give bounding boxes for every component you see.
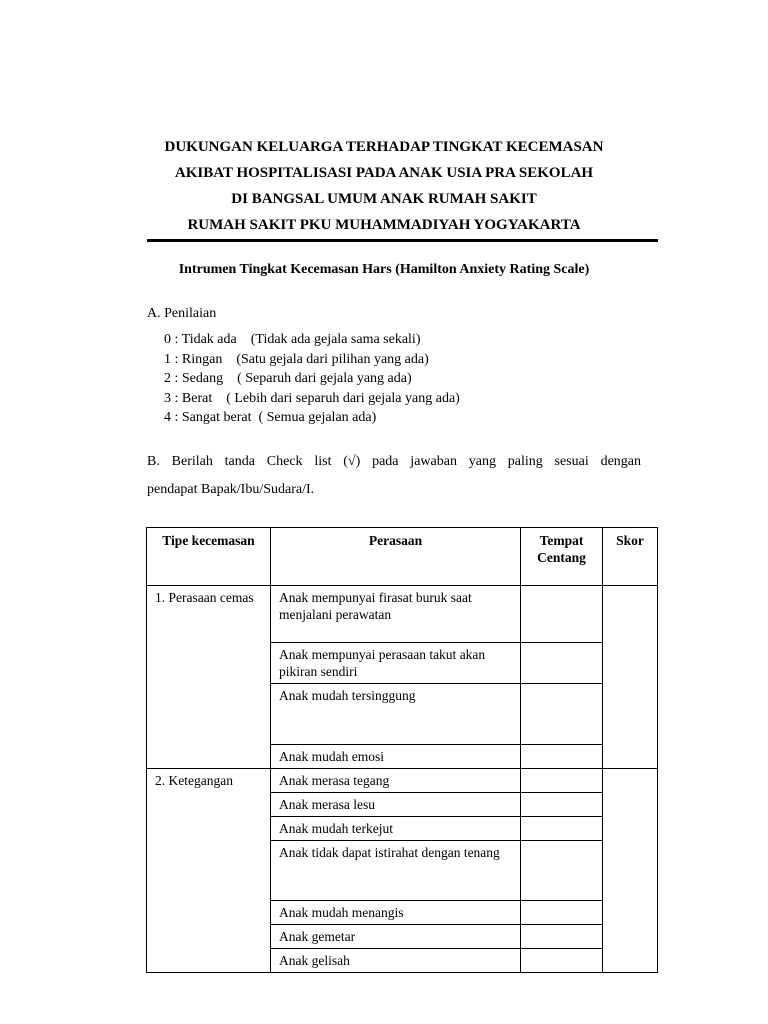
rating-item: 3 : Berat ( Lebih dari separuh dari gejala yang ada)	[164, 390, 460, 406]
check-cell[interactable]	[521, 949, 603, 973]
check-cell[interactable]	[521, 586, 603, 643]
rating-scale-list	[164, 330, 460, 428]
instruction-line-2: pendapat Bapak/Ibu/Sudara/I.	[147, 482, 315, 497]
check-cell[interactable]	[521, 643, 603, 684]
score-cell[interactable]	[603, 769, 658, 973]
rating-section	[147, 304, 460, 428]
feeling-cell: Anak mudah terkejut	[271, 817, 521, 841]
feeling-cell: Anak mudah emosi	[271, 745, 521, 769]
feeling-cell: Anak merasa tegang	[271, 769, 521, 793]
rating-item: 2 : Sedang ( Separuh dari gejala yang ada)	[164, 371, 412, 386]
feeling-cell: Anak tidak dapat istirahat dengan tenang	[271, 841, 521, 901]
rating-heading: A. Penilaian	[147, 306, 217, 321]
check-cell[interactable]	[521, 793, 603, 817]
category-cell: 1. Perasaan cemas	[147, 586, 271, 769]
feeling-cell: Anak merasa lesu	[271, 793, 521, 817]
table-row	[147, 769, 658, 793]
check-cell[interactable]	[521, 684, 603, 745]
feeling-cell: Anak mudah menangis	[271, 901, 521, 925]
check-cell[interactable]	[521, 745, 603, 769]
check-cell[interactable]	[521, 817, 603, 841]
title-divider	[147, 239, 658, 242]
header-feeling: Perasaan	[271, 528, 521, 586]
check-cell[interactable]	[521, 841, 603, 901]
title-line-4: RUMAH SAKIT PKU MUHAMMADIYAH YOGYAKARTA	[187, 217, 581, 233]
header-score: Skor	[603, 528, 658, 586]
score-cell[interactable]	[603, 586, 658, 769]
check-cell[interactable]	[521, 901, 603, 925]
header-check: Tempat Centang	[521, 528, 603, 586]
instruction-line-1: B. Berilah tanda Check list (√) pada jawaban yang paling sesuai dengan	[147, 454, 641, 469]
category-cell: 2. Ketegangan	[147, 769, 271, 973]
rating-item: 0 : Tidak ada (Tidak ada gejala sama sekali)	[164, 332, 421, 347]
feeling-cell: Anak mudah tersinggung	[271, 684, 521, 745]
title-line-1: DUKUNGAN KELUARGA TERHADAP TINGKAT KECEMASAN	[164, 139, 604, 155]
table-header-row	[147, 528, 658, 586]
header-type: Tipe kecemasan	[147, 528, 271, 586]
feeling-cell: Anak mempunyai perasaan takut akan pikiran sendiri	[271, 643, 521, 684]
rating-item: 4 : Sangat berat ( Semua gejalan ada)	[164, 410, 377, 425]
title-line-2: AKIBAT HOSPITALISASI PADA ANAK USIA PRA SEKOLAH	[174, 165, 594, 181]
check-cell[interactable]	[521, 925, 603, 949]
check-cell[interactable]	[521, 769, 603, 793]
anxiety-checklist-table	[146, 527, 658, 973]
instrument-subtitle: Intrumen Tingkat Kecemasan Hars (Hamilton Anxiety Rating Scale)	[178, 262, 590, 277]
instruction-section	[147, 448, 641, 504]
title-line-3: DI BANGSAL UMUM ANAK RUMAH SAKIT	[231, 191, 537, 207]
feeling-cell: Anak gelisah	[271, 949, 521, 973]
feeling-cell: Anak mempunyai firasat buruk saat menjalani perawatan	[271, 586, 521, 643]
feeling-cell: Anak gemetar	[271, 925, 521, 949]
document-title	[0, 134, 768, 238]
rating-item: 1 : Ringan (Satu gejala dari pilihan yang ada)	[164, 351, 429, 367]
table-row	[147, 586, 658, 643]
